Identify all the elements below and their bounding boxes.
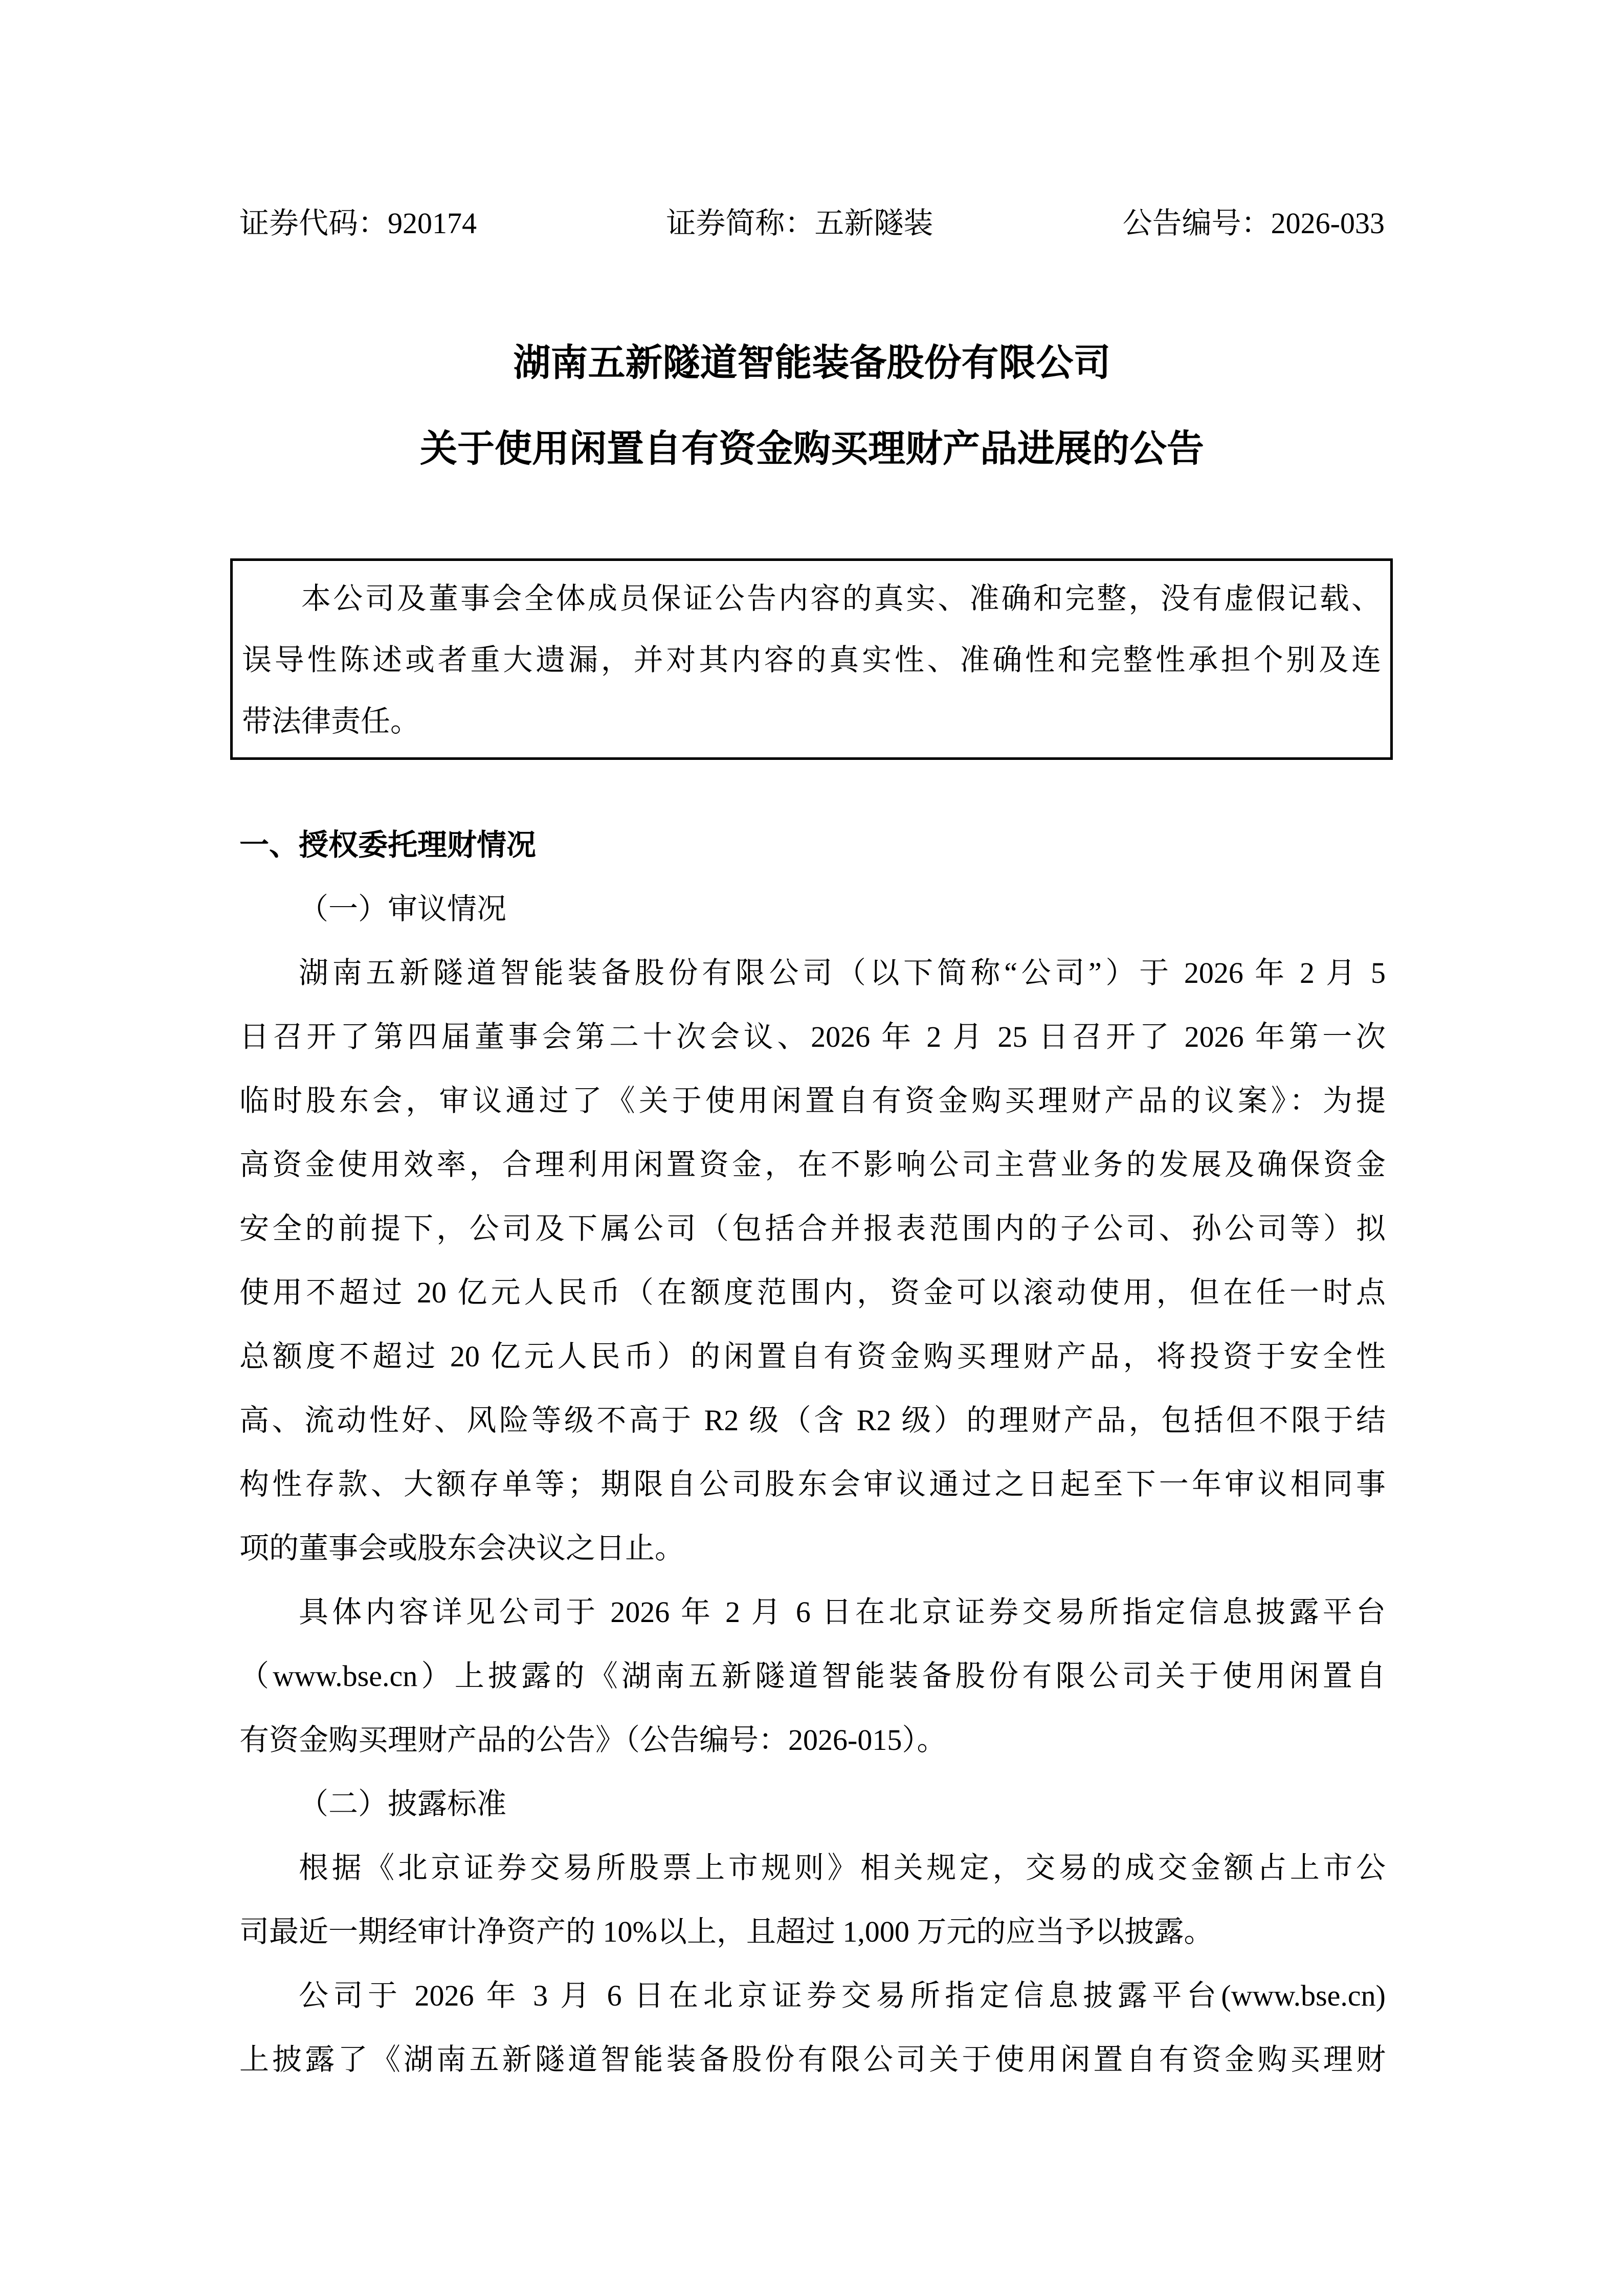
document-header [239, 200, 1385, 246]
paragraph-line: 有资金购买理财产品的公告》（公告编号：2026-015）。 [239, 1723, 947, 1757]
stock-code: 证券代码：920174 [239, 207, 477, 240]
paragraph-line: 临时股东会，审议通过了《关于使用闲置自有资金购买理财产品的议案》：为提 [239, 1084, 1386, 1117]
disclaimer-line: 误导性陈述或者重大遗漏，并对其内容的真实性、准确性和完整性承担个别及连 [242, 643, 1381, 677]
paragraph-line: 使用不超过 20 亿元人民币（在额度范围内，资金可以滚动使用，但在任一时点 [239, 1276, 1386, 1309]
document-body [239, 813, 1386, 2091]
disclaimer-line: 本公司及董事会全体成员保证公告内容的真实、准确和完整，没有虚假记载、 [301, 582, 1381, 615]
paragraph-line: 湖南五新隧道智能装备股份有限公司（以下简称“公司”）于 2026 年 2 月 5 [299, 956, 1386, 989]
disclaimer-line: 带法律责任。 [242, 705, 420, 738]
paragraph-line: 公司于 2026 年 3 月 6 日在北京证券交易所指定信息披露平台(www.bse.cn) [299, 1979, 1386, 2012]
paragraph-line: 项的董事会或股东会决议之日止。 [239, 1532, 685, 1565]
section-heading: 一、授权委托理财情况 [239, 828, 537, 862]
paragraph-line: （www.bse.cn）上披露的《湖南五新隧道智能装备股份有限公司关于使用闲置自 [239, 1659, 1386, 1693]
paragraph-line: 日召开了第四届董事会第二十次会议、2026 年 2 月 25 日召开了 2026 年第一次 [239, 1020, 1386, 1053]
paragraph-line: 高资金使用效率，合理利用闲置资金，在不影响公司主营业务的发展及确保资金 [239, 1148, 1386, 1181]
paragraph-line: 高、流动性好、风险等级不高于 R2 级（含 R2 级）的理财产品，包括但不限于结 [239, 1404, 1386, 1437]
paragraph-line: 构性存款、大额存单等；期限自公司股东会审议通过之日起至下一年审议相同事 [239, 1468, 1386, 1501]
paragraph-line: 总额度不超过 20 亿元人民币）的闲置自有资金购买理财产品，将投资于安全性 [239, 1340, 1386, 1373]
announcement-title: 关于使用闲置自有资金购买理财产品进展的公告 [420, 428, 1204, 469]
subsection-heading: （一）审议情况 [299, 892, 507, 926]
announcement-number: 公告编号：2026-033 [1122, 207, 1385, 240]
disclaimer-box [230, 558, 1393, 760]
company-name-title: 湖南五新隧道智能装备股份有限公司 [513, 342, 1111, 384]
paragraph-line: 司最近一期经审计净资产的 10%以上，且超过 1,000 万元的应当予以披露。 [239, 1915, 1214, 1948]
paragraph-line: 安全的前提下，公司及下属公司（包括合并报表范围内的子公司、孙公司等）拟 [239, 1212, 1386, 1245]
subsection-heading: （二）披露标准 [299, 1787, 507, 1820]
paragraph-line: 上披露了《湖南五新隧道智能装备股份有限公司关于使用闲置自有资金购买理财 [239, 2043, 1386, 2076]
stock-abbr: 证券简称：五新隧装 [666, 207, 933, 240]
paragraph-line: 具体内容详见公司于 2026 年 2 月 6 日在北京证券交易所指定信息披露平台 [299, 1595, 1386, 1629]
paragraph-line: 根据《北京证券交易所股票上市规则》相关规定，交易的成交金额占上市公 [299, 1851, 1386, 1884]
